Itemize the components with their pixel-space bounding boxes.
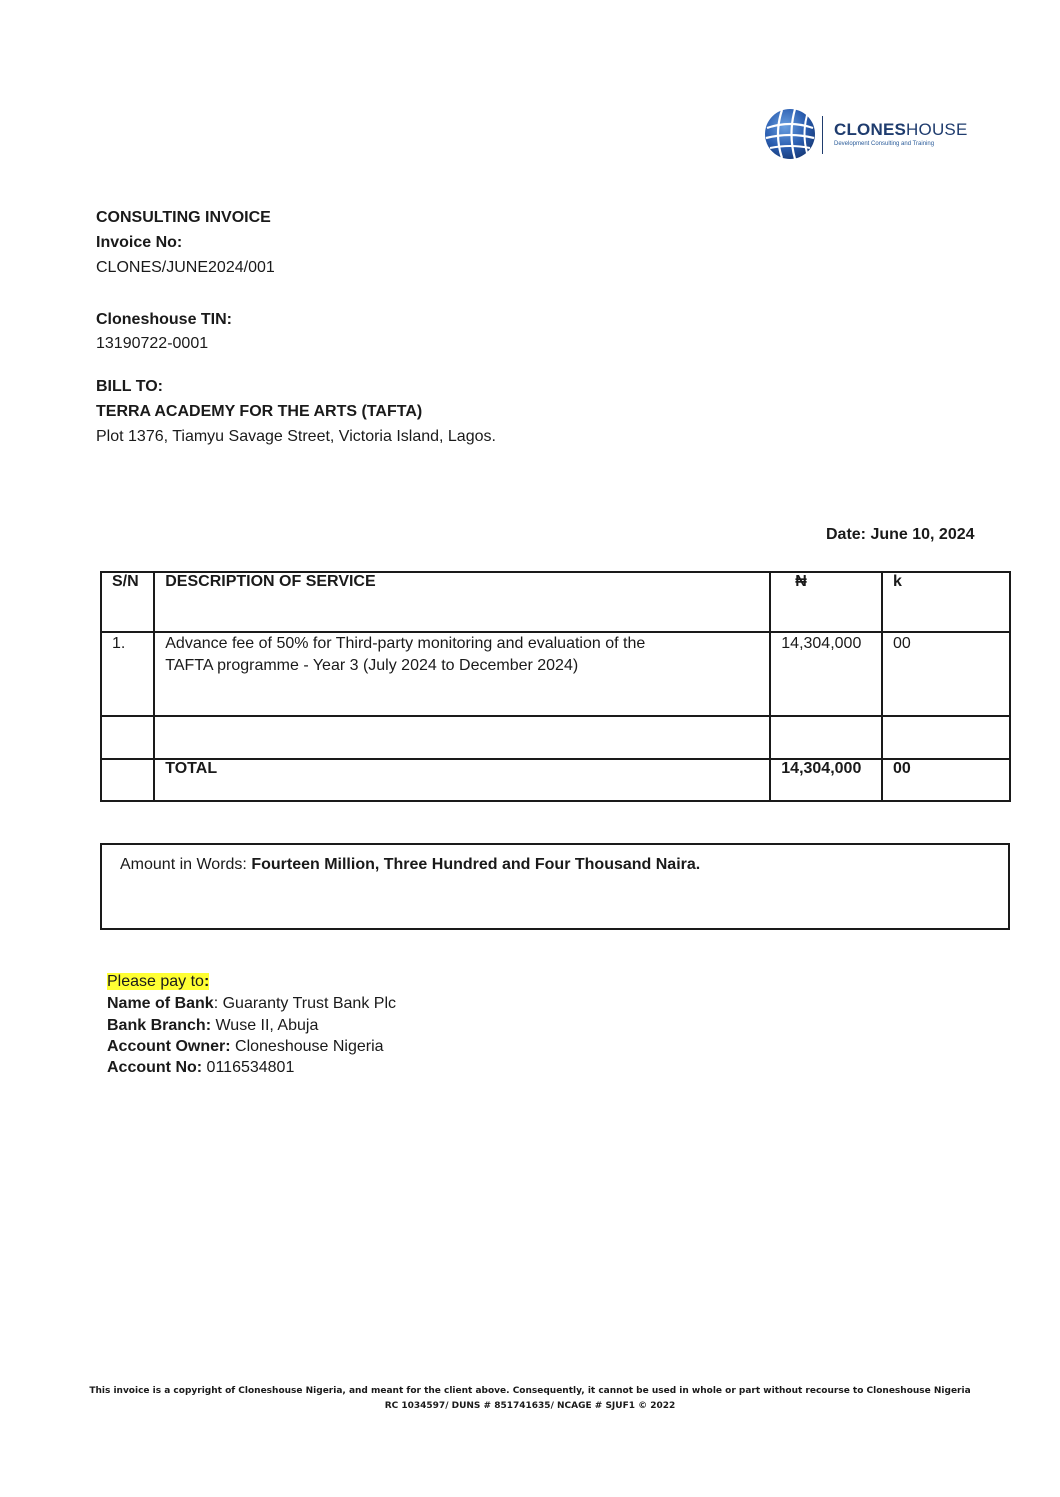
tin-value: 13190722-0001	[96, 335, 209, 352]
invoice-no-value: CLONES/JUNE2024/001	[96, 259, 275, 276]
bank-branch: Bank Branch: Wuse II, Abuja	[107, 1017, 319, 1034]
total-label: TOTAL	[154, 759, 770, 801]
globe-icon	[762, 106, 818, 162]
invoice-date: Date: June 10, 2024	[826, 526, 975, 543]
amount-in-words	[120, 856, 700, 874]
row-description-line: Advance fee of 50% for Third-party monitoring and evaluation of the	[165, 635, 646, 652]
row-sn: 1.	[101, 632, 154, 716]
row-kobo: 00	[882, 632, 1010, 716]
amount-words-label: Amount in Words:	[120, 856, 252, 873]
empty-cell	[882, 716, 1010, 759]
bank-name: Name of Bank: Guaranty Trust Bank Plc	[107, 995, 396, 1012]
col-header-sn: S/N	[101, 572, 154, 632]
invoice-table	[100, 571, 1011, 802]
logo-wordmark: CLONESHOUSE	[834, 120, 968, 139]
table-total-row	[101, 759, 1010, 801]
row-description-line: TAFTA programme - Year 3 (July 2024 to December 2024)	[165, 657, 579, 674]
tin-label: Cloneshouse TIN:	[96, 311, 233, 328]
account-owner: Account Owner: Cloneshouse Nigeria	[107, 1038, 384, 1055]
col-header-naira: ₦	[770, 572, 882, 632]
empty-cell	[770, 716, 882, 759]
invoice-title: CONSULTING INVOICE	[96, 209, 271, 226]
footer-registration: RC 1034597/ DUNS # 851741635/ NCAGE # SJUF1 © 2022	[384, 1401, 676, 1411]
total-kobo: 00	[882, 759, 1010, 801]
table-row	[101, 632, 1010, 716]
col-header-description: DESCRIPTION OF SERVICE	[154, 572, 770, 632]
company-logo	[762, 106, 968, 162]
col-header-kobo: k	[882, 572, 1010, 632]
total-naira: 14,304,000	[770, 759, 882, 801]
bill-to-label: BILL TO:	[96, 378, 163, 395]
amount-words-value: Fourteen Million, Three Hundred and Four Thousand Naira.	[251, 856, 701, 873]
client-address: Plot 1376, Tiamyu Savage Street, Victoria Island, Lagos.	[96, 428, 496, 445]
empty-cell	[101, 716, 154, 759]
amount-in-words-box	[100, 843, 1010, 930]
table-row-empty	[101, 716, 1010, 759]
client-name: TERRA ACADEMY FOR THE ARTS (TAFTA)	[96, 403, 423, 420]
logo-divider	[822, 116, 823, 154]
account-number: Account No: 0116534801	[107, 1059, 295, 1076]
footer-copyright: This invoice is a copyright of Cloneshouse Nigeria, and meant for the client above. Consequently, it cannot be used in whole or part without recourse to Cloneshouse Nigeria	[89, 1386, 971, 1396]
row-description	[154, 632, 770, 716]
logo-tagline: Development Consulting and Training	[834, 141, 935, 147]
payment-heading: Please pay to:	[107, 973, 210, 990]
table-header-row	[101, 572, 1010, 632]
row-naira: 14,304,000	[770, 632, 882, 716]
invoice-no-label: Invoice No:	[96, 234, 183, 251]
empty-cell	[101, 759, 154, 801]
empty-cell	[154, 716, 770, 759]
footer	[0, 1384, 1060, 1414]
